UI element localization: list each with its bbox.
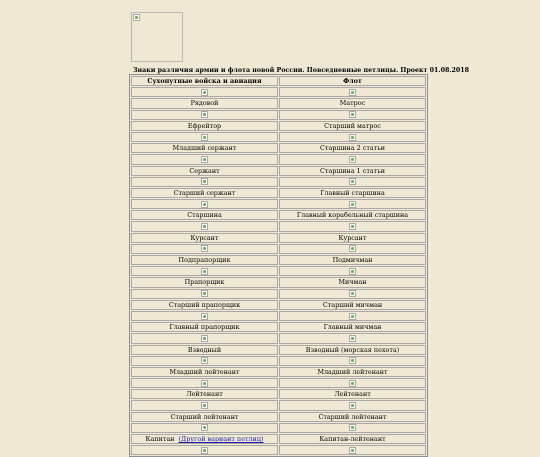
table-row [131, 300, 426, 310]
army-rank-label: Рядовой [190, 99, 219, 108]
broken-image-icon [349, 89, 356, 96]
insignia-image-row [131, 199, 426, 209]
army-rank-label: Взводный [187, 345, 222, 354]
navy-rank-cell [279, 367, 426, 377]
navy-rank-cell [279, 143, 426, 153]
broken-image-icon [349, 447, 356, 454]
navy-insignia-cell [279, 177, 426, 187]
army-insignia-cell [131, 333, 278, 343]
navy-rank-label: Старшина 1 статьи [320, 166, 385, 175]
insignia-image-row [131, 378, 426, 388]
insignia-image-row [131, 423, 426, 433]
army-rank-cell [131, 255, 278, 265]
broken-image-icon [201, 357, 208, 364]
army-insignia-cell [131, 110, 278, 120]
table-header-row [131, 76, 426, 86]
table-row [131, 255, 426, 265]
table-row [131, 389, 426, 399]
insignia-image-row [131, 132, 426, 142]
header-navy: Флот [279, 76, 426, 86]
broken-image-icon [201, 380, 208, 387]
navy-rank-cell [279, 300, 426, 310]
broken-image-icon [349, 134, 356, 141]
army-rank-cell [131, 322, 278, 332]
broken-image-icon [349, 201, 356, 208]
navy-insignia-cell [279, 378, 426, 388]
insignia-image-row [131, 289, 426, 299]
navy-rank-cell [279, 233, 426, 243]
army-rank-label: Старший лейтенант [170, 412, 239, 421]
broken-image-icon [349, 156, 356, 163]
broken-image-icon [349, 178, 356, 185]
army-insignia-cell [131, 423, 278, 433]
army-rank-cell [131, 367, 278, 377]
navy-insignia-cell [279, 266, 426, 276]
army-rank-label: Прапорщик [184, 278, 225, 287]
navy-insignia-cell [279, 199, 426, 209]
navy-insignia-cell [279, 110, 426, 120]
insignia-image-row [131, 311, 426, 321]
army-rank-cell [131, 98, 278, 108]
navy-rank-label: Главный старшина [320, 188, 385, 197]
army-rank-label: Главный прапорщик [169, 323, 240, 332]
army-rank-label: Сержант [189, 166, 220, 175]
insignia-image-row [131, 87, 426, 97]
navy-insignia-cell [279, 400, 426, 410]
insignia-table [129, 74, 428, 457]
army-insignia-cell [131, 356, 278, 366]
table-row [131, 233, 426, 243]
broken-image-icon [349, 402, 356, 409]
army-rank-cell [131, 412, 278, 422]
army-insignia-cell [131, 87, 278, 97]
insignia-cell [131, 445, 278, 455]
navy-rank-cell [279, 345, 426, 355]
navy-rank-label: Матрос [339, 99, 366, 108]
page-title: Знаки различия армии и флота новой России. Повседневные петлицы. Проект 01.08.2018 [133, 67, 470, 74]
navy-rank-cell [279, 434, 426, 444]
broken-image-icon [349, 111, 356, 118]
army-rank-label: Старший прапорщик [168, 300, 241, 309]
navy-rank-label: Мичман [338, 278, 367, 287]
table-row [131, 98, 426, 108]
table-row [131, 322, 426, 332]
army-rank-cell [131, 434, 278, 444]
broken-image-icon [201, 156, 208, 163]
navy-rank-cell [279, 188, 426, 198]
insignia-image-row [131, 445, 426, 455]
insignia-image-row [131, 333, 426, 343]
broken-image-icon [201, 424, 208, 431]
army-rank-cell [131, 233, 278, 243]
insignia-image-row [131, 400, 426, 410]
navy-rank-label: Взводный (морская пехота) [305, 345, 400, 354]
table-row [131, 434, 426, 444]
army-insignia-cell [131, 400, 278, 410]
navy-insignia-cell [279, 289, 426, 299]
navy-insignia-cell [279, 87, 426, 97]
broken-image-icon [349, 313, 356, 320]
broken-image-icon [201, 111, 208, 118]
army-rank-label: Капитан [145, 435, 175, 444]
header-army: Сухопутные войска и авиация [131, 76, 278, 86]
broken-image-icon [201, 201, 208, 208]
broken-image-icon [349, 245, 356, 252]
broken-image-icon [201, 89, 208, 96]
insignia-image-row [131, 356, 426, 366]
broken-image-icon [349, 380, 356, 387]
navy-rank-label: Курсант [338, 233, 367, 242]
table-row [131, 345, 426, 355]
table-row [131, 367, 426, 377]
navy-rank-cell [279, 322, 426, 332]
table-body [131, 87, 426, 455]
army-rank-label: Лейтенант [186, 390, 223, 399]
navy-rank-label: Старший лейтенант [318, 412, 387, 421]
navy-rank-label: Капитан-лейтенант [319, 435, 386, 444]
insignia-image-row [131, 154, 426, 164]
navy-insignia-cell [279, 333, 426, 343]
army-rank-cell [131, 345, 278, 355]
broken-image-icon [201, 268, 208, 275]
navy-rank-cell [279, 98, 426, 108]
navy-insignia-cell [279, 356, 426, 366]
army-rank-label: Подпрапорщик [178, 256, 231, 265]
navy-rank-cell [279, 412, 426, 422]
navy-rank-label: Главный мичман [323, 323, 382, 332]
navy-rank-label: Лейтенант [334, 390, 371, 399]
army-insignia-cell [131, 154, 278, 164]
table-row [131, 188, 426, 198]
table-row [131, 143, 426, 153]
insignia-cell [279, 445, 426, 455]
broken-image-icon [201, 402, 208, 409]
broken-image-icon [349, 357, 356, 364]
army-rank-label: Старший сержант [173, 188, 236, 197]
navy-rank-label: Старший матрос [324, 121, 381, 130]
army-rank-cell [131, 300, 278, 310]
army-insignia-cell [131, 378, 278, 388]
army-insignia-cell [131, 289, 278, 299]
army-insignia-cell [131, 132, 278, 142]
navy-insignia-cell [279, 221, 426, 231]
broken-image-icon [201, 335, 208, 342]
navy-rank-cell [279, 121, 426, 131]
navy-insignia-cell [279, 423, 426, 433]
insignia-image-row [131, 177, 426, 187]
alternate-insignia-link[interactable]: (Другой вариант петлиц) [178, 435, 264, 444]
insignia-image-row [131, 221, 426, 231]
army-rank-cell [131, 188, 278, 198]
army-rank-label: Старшина [187, 211, 222, 220]
navy-rank-cell [279, 210, 426, 220]
insignia-image-row [131, 266, 426, 276]
navy-rank-label: Главный корабельный старшина [296, 211, 409, 220]
army-rank-cell [131, 210, 278, 220]
army-rank-cell [131, 121, 278, 131]
navy-rank-label: Подмичман [332, 256, 373, 265]
navy-insignia-cell [279, 311, 426, 321]
army-rank-cell [131, 389, 278, 399]
army-rank-label: Курсант [190, 233, 219, 242]
army-insignia-cell [131, 221, 278, 231]
broken-image-icon [349, 335, 356, 342]
army-insignia-cell [131, 311, 278, 321]
broken-image-icon [133, 14, 140, 21]
army-rank-label: Младший лейтенант [169, 367, 240, 376]
navy-insignia-cell [279, 154, 426, 164]
army-insignia-cell [131, 266, 278, 276]
broken-image-icon [349, 268, 356, 275]
broken-image-icon [349, 290, 356, 297]
army-rank-label: Ефрейтор [187, 121, 222, 130]
navy-rank-cell [279, 166, 426, 176]
broken-image-icon [349, 424, 356, 431]
army-insignia-cell [131, 177, 278, 187]
broken-image-icon [201, 245, 208, 252]
table-row [131, 166, 426, 176]
navy-rank-label: Старшина 2 статьи [320, 144, 385, 153]
army-rank-label: Младший сержант [172, 144, 237, 153]
navy-insignia-cell [279, 244, 426, 254]
table-row [131, 121, 426, 131]
navy-insignia-cell [279, 132, 426, 142]
army-rank-cell [131, 166, 278, 176]
broken-image-icon [201, 290, 208, 297]
army-rank-cell [131, 277, 278, 287]
broken-image-icon [201, 223, 208, 230]
table-row [131, 210, 426, 220]
navy-rank-cell [279, 255, 426, 265]
broken-image-icon [201, 447, 208, 454]
broken-image-icon [201, 178, 208, 185]
navy-rank-cell [279, 389, 426, 399]
table-row [131, 412, 426, 422]
army-insignia-cell [131, 244, 278, 254]
broken-image-icon [201, 134, 208, 141]
navy-rank-cell [279, 277, 426, 287]
navy-rank-label: Старший мичман [322, 300, 383, 309]
insignia-image-row [131, 244, 426, 254]
army-insignia-cell [131, 199, 278, 209]
army-rank-cell [131, 143, 278, 153]
navy-rank-label: Младший лейтенант [317, 367, 388, 376]
banner-image [131, 12, 183, 62]
broken-image-icon [201, 313, 208, 320]
broken-image-icon [349, 223, 356, 230]
table-row [131, 277, 426, 287]
insignia-image-row [131, 110, 426, 120]
